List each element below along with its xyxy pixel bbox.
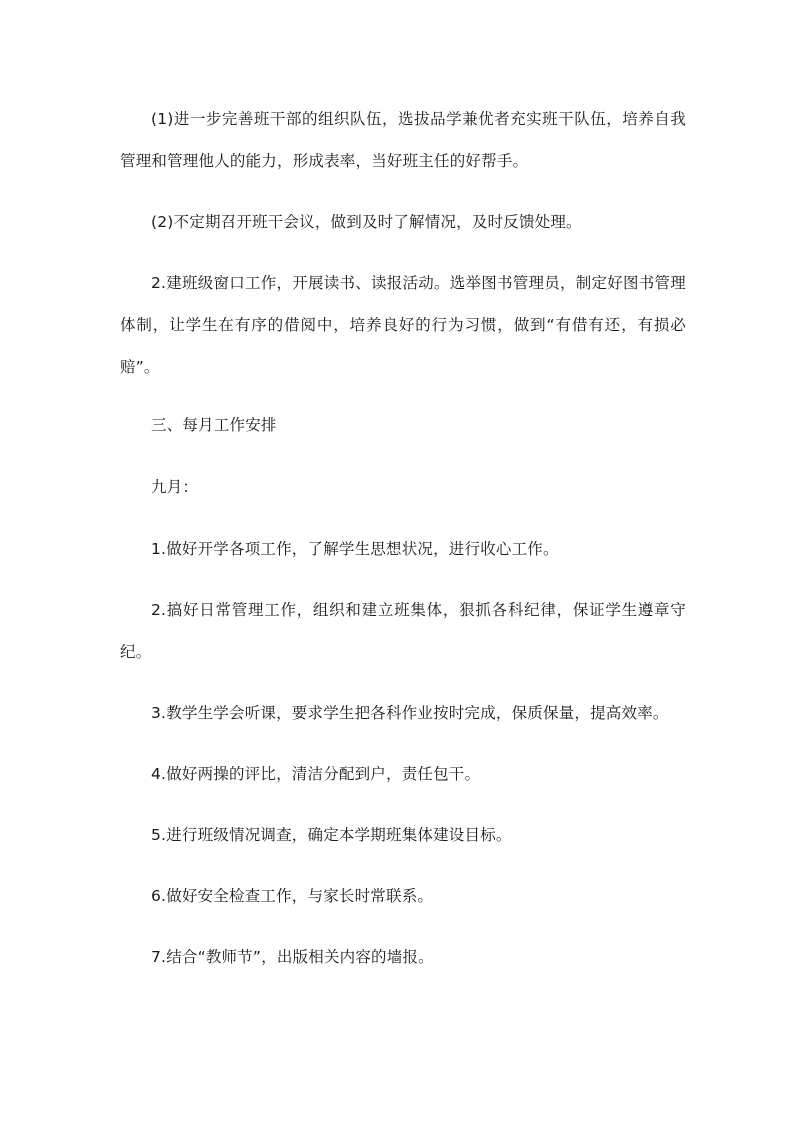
list-item-5: 5.进行班级情况调查，确定本学期班集体建设目标。 [151,826,512,844]
paragraph-reading-activity: 2.建班级窗口工作，开展读书、读报活动。选举图书管理员，制定好图书管理体制，让学生在有序的借阅中，培养良好的行为习惯，做到“有借有还，有损必赔”。 [120,274,686,376]
month-heading-september: 九月： [151,478,199,496]
list-item-4: 4.做好两操的评比，清洁分配到户，责任包干。 [151,765,481,783]
list-item-7: 7.结合“教师节”，出版相关内容的墙报。 [151,948,434,966]
list-item-3: 3.教学生学会听课，要求学生把各科作业按时完成，保质保量，提高效率。 [151,704,669,722]
list-item-1: 1.做好开学各项工作，了解学生思想状况，进行收心工作。 [151,540,559,558]
list-item-6: 6.做好安全检查工作，与家长时常联系。 [151,887,434,905]
section-heading-monthly-plan: 三、每月工作安排 [151,416,277,434]
paragraph-class-committee-team: (1)进一步完善班干部的组织队伍，选拔品学兼优者充实班干队伍，培养自我管理和管理他人的能力，形成表率，当好班主任的好帮手。 [120,110,686,170]
paragraph-class-committee-meeting: (2)不定期召开班干会议，做到及时了解情况，及时反馈处理。 [151,213,582,231]
list-item-2: 2.搞好日常管理工作，组织和建立班集体，狠抓各科纪律，保证学生遵章守纪。 [120,601,686,661]
